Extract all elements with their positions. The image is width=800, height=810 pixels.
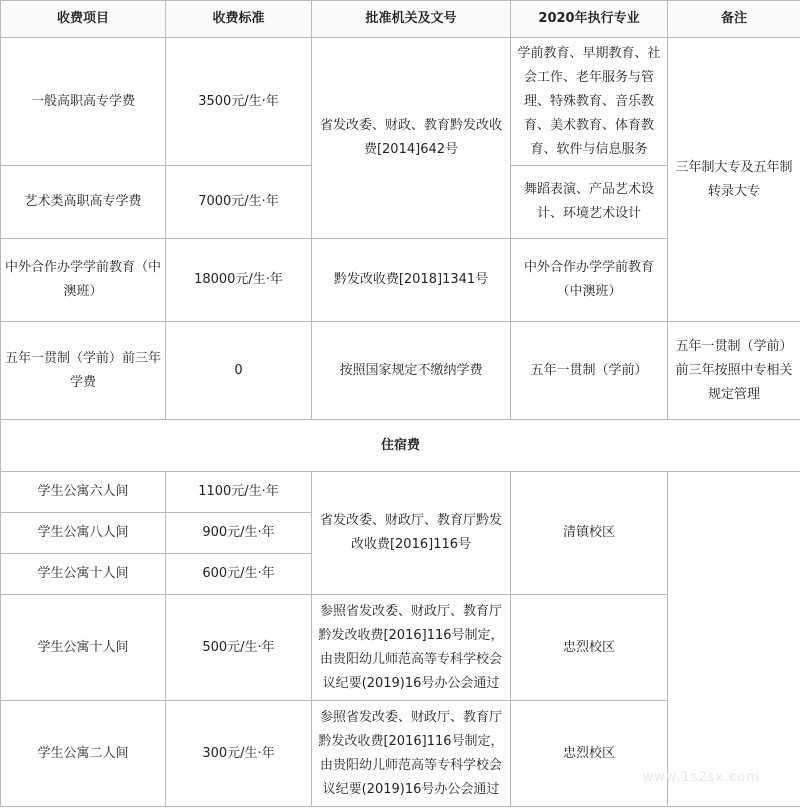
header-note: 备注 — [668, 1, 800, 38]
cell-fee: 7000元/生·年 — [166, 166, 312, 239]
header-approval: 批准机关及文号 — [312, 1, 511, 38]
cell-fee: 3500元/生·年 — [166, 38, 312, 166]
cell-major: 学前教育、早期教育、社会工作、老年服务与管理、特殊教育、音乐教育、美术教育、体育教育、软件与信息服务 — [511, 38, 668, 166]
cell-fee: 600元/生·年 — [166, 554, 312, 595]
cell-fee: 0 — [166, 322, 312, 420]
cell-approval: 参照省发改委、财政厅、教育厅黔发改收费[2016]116号制定，由贵阳幼儿师范高等专科学校会议纪要(2019)16号办公会通过 — [312, 595, 511, 701]
header-row — [1, 1, 800, 38]
cell-approval: 省发改委、财政、教育黔发改收费[2014]642号 — [312, 38, 511, 239]
cell-approval: 按照国家规定不缴纳学费 — [312, 322, 511, 420]
cell-fee: 300元/生·年 — [166, 701, 312, 807]
cell-item: 学生公寓二人间 — [1, 701, 166, 807]
cell-fee: 900元/生·年 — [166, 513, 312, 554]
header-major: 2020年执行专业 — [511, 1, 668, 38]
cell-major: 中外合作办学学前教育（中澳班） — [511, 239, 668, 322]
cell-item: 学生公寓十人间 — [1, 554, 166, 595]
cell-major: 五年一贯制（学前） — [511, 322, 668, 420]
header-fee: 收费标准 — [166, 1, 312, 38]
cell-campus: 忠烈校区 — [511, 701, 668, 807]
cell-approval: 黔发改收费[2018]1341号 — [312, 239, 511, 322]
table-row — [1, 38, 800, 166]
cell-item: 五年一贯制（学前）前三年学费 — [1, 322, 166, 420]
cell-fee: 1100元/生·年 — [166, 472, 312, 513]
watermark: www.1s2sx.com — [642, 770, 760, 785]
section-row — [1, 420, 800, 472]
cell-item: 学生公寓六人间 — [1, 472, 166, 513]
cell-note: 五年一贯制（学前）前三年按照中专相关规定管理 — [668, 322, 800, 420]
table-row — [1, 322, 800, 420]
cell-note: 三年制大专及五年制转录大专 — [668, 38, 800, 322]
table-row — [1, 472, 800, 513]
header-item: 收费项目 — [1, 1, 166, 38]
cell-approval: 参照省发改委、财政厅、教育厅黔发改收费[2016]116号制定，由贵阳幼儿师范高等专科学校会议纪要(2019)16号办公会通过 — [312, 701, 511, 807]
cell-item: 艺术类高职高专学费 — [1, 166, 166, 239]
cell-approval: 省发改委、财政厅、教育厅黔发改收费[2016]116号 — [312, 472, 511, 595]
cell-note-empty — [668, 472, 800, 807]
cell-fee: 500元/生·年 — [166, 595, 312, 701]
cell-campus: 清镇校区 — [511, 472, 668, 595]
cell-item: 中外合作办学学前教育（中澳班） — [1, 239, 166, 322]
cell-fee: 18000元/生·年 — [166, 239, 312, 322]
section-title: 住宿费 — [1, 420, 800, 472]
cell-campus: 忠烈校区 — [511, 595, 668, 701]
cell-major: 舞蹈表演、产品艺术设计、环境艺术设计 — [511, 166, 668, 239]
cell-item: 学生公寓十人间 — [1, 595, 166, 701]
cell-item: 学生公寓八人间 — [1, 513, 166, 554]
cell-item: 一般高职高专学费 — [1, 38, 166, 166]
